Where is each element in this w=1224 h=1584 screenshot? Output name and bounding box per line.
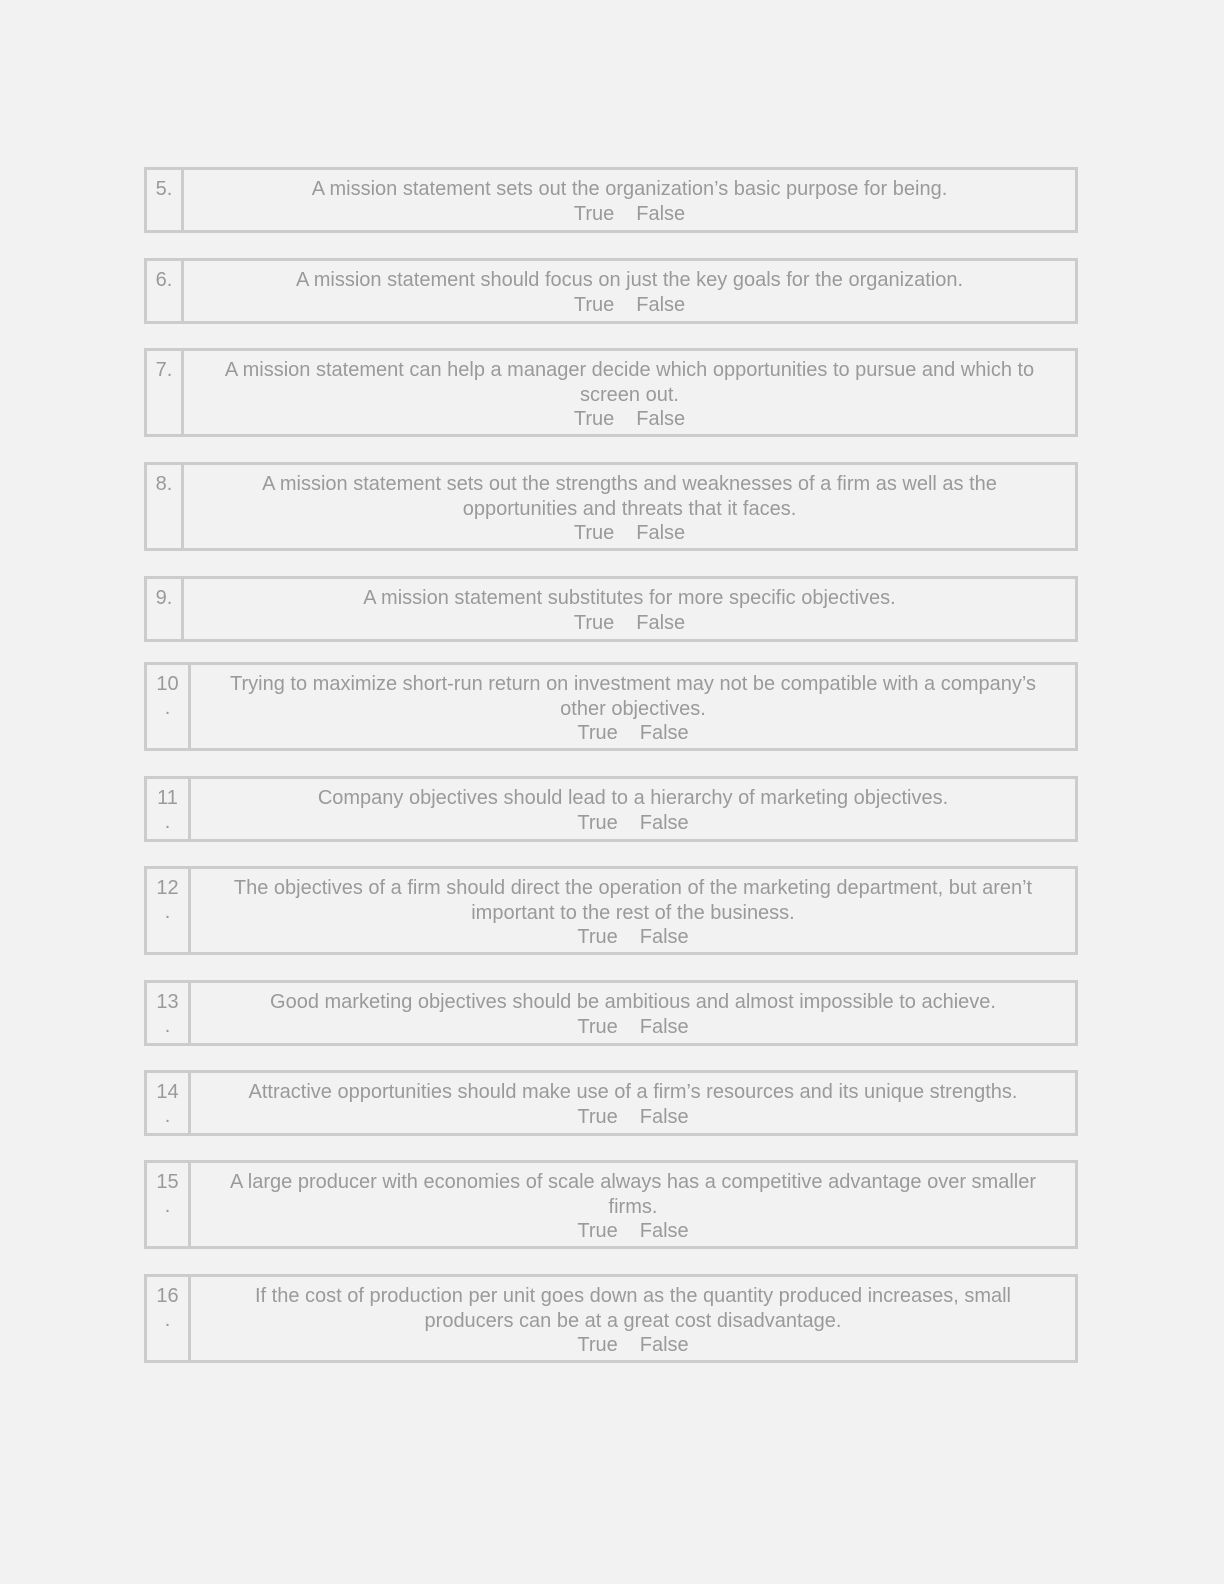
- false-option[interactable]: False: [639, 1015, 689, 1038]
- false-option[interactable]: False: [636, 611, 686, 634]
- question-body: [184, 579, 1075, 639]
- question-statement: If the cost of production per unit goes down as the quantity produced increases, small producers can be at a great cost disadvantage.: [255, 1285, 1011, 1332]
- question-statement: A mission statement sets out the organization’s basic purpose for being.: [311, 178, 948, 200]
- question-number: 7.: [147, 351, 184, 434]
- question-statement: A mission statement can help a manager decide which opportunities to pursue and which to screen out.: [224, 359, 1035, 406]
- true-option[interactable]: True: [577, 1105, 618, 1128]
- false-option[interactable]: False: [636, 408, 686, 430]
- true-option[interactable]: True: [577, 1015, 618, 1038]
- false-option[interactable]: False: [639, 1220, 689, 1242]
- question-7: [144, 348, 1078, 437]
- false-option[interactable]: False: [639, 811, 689, 834]
- question-number: 14 .: [147, 1073, 191, 1133]
- question-body: [191, 779, 1075, 839]
- true-option[interactable]: True: [577, 1220, 618, 1242]
- question-statement: A mission statement substitutes for more specific objectives.: [363, 587, 896, 609]
- question-body: [184, 170, 1075, 230]
- question-statement: A mission statement should focus on just the key goals for the organization.: [295, 269, 964, 291]
- answer-options: [205, 925, 1061, 950]
- question-statement: Trying to maximize short-run return on investment may not be compatible with a company’s other objectives.: [230, 673, 1036, 720]
- question-body: [191, 1277, 1075, 1360]
- false-option[interactable]: False: [639, 1334, 689, 1356]
- question-11: [144, 776, 1078, 842]
- question-number: 8.: [147, 465, 184, 548]
- question-number: 12 .: [147, 869, 191, 952]
- false-option[interactable]: False: [636, 202, 686, 225]
- question-body: [184, 261, 1075, 321]
- answer-options: [198, 293, 1061, 318]
- question-8: [144, 462, 1078, 551]
- question-12: [144, 866, 1078, 955]
- false-option[interactable]: False: [636, 293, 686, 316]
- question-6: [144, 258, 1078, 324]
- question-statement: The objectives of a firm should direct the operation of the marketing department, but aren’t important to the rest of the business.: [233, 877, 1033, 924]
- true-option[interactable]: True: [573, 522, 615, 544]
- false-option[interactable]: False: [639, 1105, 689, 1128]
- true-option[interactable]: True: [573, 611, 615, 634]
- question-statement: Company objectives should lead to a hierarchy of marketing objectives.: [317, 787, 949, 809]
- question-number: 5.: [147, 170, 184, 230]
- question-statement: A mission statement sets out the strengths and weaknesses of a firm as well as the opportunities and threats that it faces.: [262, 473, 997, 520]
- answer-options: [205, 1219, 1061, 1244]
- true-option[interactable]: True: [577, 811, 618, 834]
- answer-options: [198, 407, 1061, 432]
- true-option[interactable]: True: [577, 722, 618, 744]
- answer-options: [205, 811, 1061, 836]
- question-number: 6.: [147, 261, 184, 321]
- question-14: [144, 1070, 1078, 1136]
- question-13: [144, 980, 1078, 1046]
- true-option[interactable]: True: [577, 1334, 618, 1356]
- question-body: [184, 351, 1075, 434]
- question-number: 9.: [147, 579, 184, 639]
- question-statement: A large producer with economies of scale always has a competitive advantage over smaller firms.: [230, 1171, 1036, 1218]
- answer-options: [221, 1333, 1045, 1358]
- true-option[interactable]: True: [573, 408, 615, 430]
- question-15: [144, 1160, 1078, 1249]
- question-5: [144, 167, 1078, 233]
- false-option[interactable]: False: [636, 522, 686, 544]
- true-option[interactable]: True: [573, 293, 615, 316]
- question-number: 13 .: [147, 983, 191, 1043]
- question-16: [144, 1274, 1078, 1363]
- question-9: [144, 576, 1078, 642]
- question-number: 10 .: [147, 665, 191, 748]
- true-option[interactable]: True: [573, 202, 615, 225]
- answer-options: [205, 721, 1061, 746]
- question-body: [191, 665, 1075, 748]
- true-option[interactable]: True: [577, 926, 618, 948]
- answer-options: [198, 611, 1061, 636]
- question-body: [184, 465, 1075, 548]
- false-option[interactable]: False: [639, 722, 689, 744]
- answer-options: [198, 202, 1061, 227]
- false-option[interactable]: False: [639, 926, 689, 948]
- answer-options: [205, 1015, 1061, 1040]
- question-number: 15 .: [147, 1163, 191, 1246]
- question-statement: Attractive opportunities should make use of a firm’s resources and its unique strengths.: [248, 1081, 1018, 1103]
- question-body: [191, 869, 1075, 952]
- question-10: [144, 662, 1078, 751]
- question-number: 16 .: [147, 1277, 191, 1360]
- question-body: [191, 1163, 1075, 1246]
- question-statement: Good marketing objectives should be ambitious and almost impossible to achieve.: [270, 991, 996, 1013]
- answer-options: [234, 521, 1025, 546]
- answer-options: [205, 1105, 1061, 1130]
- question-body: [191, 1073, 1075, 1133]
- question-body: [191, 983, 1075, 1043]
- question-number: 11 .: [147, 779, 191, 839]
